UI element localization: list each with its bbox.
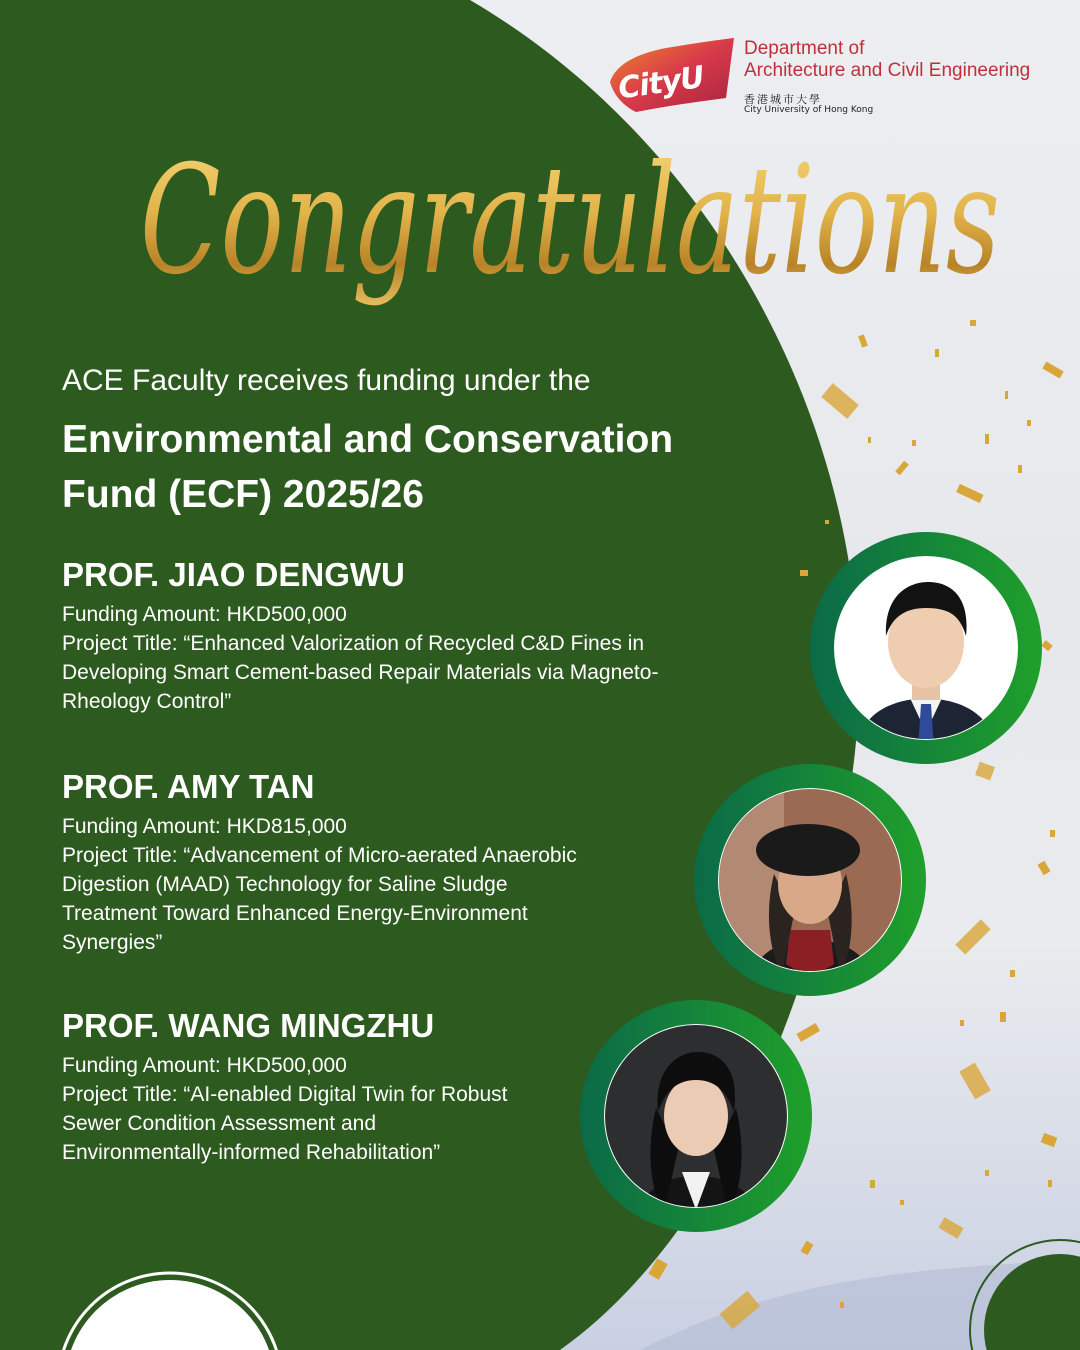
project-title-line: Rheology Control”: [62, 690, 232, 713]
project-title-line: Environmentally-informed Rehabilitation”: [62, 1141, 441, 1164]
congratulations-text: Congratulations: [140, 134, 1000, 308]
professor-entry-jiao: [62, 556, 762, 716]
congratulations-headline: [140, 132, 1010, 342]
fund-title-line-2: Fund (ECF) 2025/26: [62, 473, 424, 516]
professor-entry-wang: [62, 1007, 582, 1167]
professor-entry-tan: [62, 768, 682, 957]
project-title-line: Project Title: “AI-enabled Digital Twin for Robust: [62, 1083, 508, 1106]
fund-title: [62, 412, 782, 522]
professor-name: PROF. AMY TAN: [62, 768, 315, 805]
project-title-line: Project Title: “Advancement of Micro-aerated Anaerobic: [62, 844, 577, 867]
project-title-line: Synergies”: [62, 931, 163, 954]
project-title-line: Project Title: “Enhanced Valorization of Recycled C&D Fines in: [62, 632, 645, 655]
intro-text: ACE Faculty receives funding under the: [62, 364, 591, 397]
cityu-logo-text: CityU: [616, 59, 706, 107]
professor-photo-wang: [580, 1000, 812, 1232]
professor-photo-jiao: [810, 532, 1042, 764]
project-title-line: Digestion (MAAD) Technology for Saline Sludge: [62, 873, 508, 896]
project-title-line: Developing Smart Cement-based Repair Materials via Magneto-: [62, 661, 659, 684]
fund-title-line-1: Environmental and Conservation: [62, 418, 674, 461]
cityu-logo: [606, 36, 1066, 120]
department-line-2: Architecture and Civil Engineering: [744, 60, 1031, 81]
professor-name: PROF. JIAO DENGWU: [62, 556, 405, 593]
project-title-line: Treatment Toward Enhanced Energy-Environment: [62, 902, 528, 925]
funding-amount: Funding Amount: HKD500,000: [62, 603, 347, 626]
funding-amount: Funding Amount: HKD500,000: [62, 1054, 347, 1077]
funding-amount: Funding Amount: HKD815,000: [62, 815, 347, 838]
professor-photo-tan: [694, 764, 926, 996]
professor-name: PROF. WANG MINGZHU: [62, 1007, 435, 1044]
project-title-line: Sewer Condition Assessment and: [62, 1112, 377, 1135]
university-name-en: City University of Hong Kong: [744, 105, 874, 115]
department-line-1: Department of: [744, 38, 865, 59]
university-name-zh: 香港城市大學: [744, 93, 822, 106]
